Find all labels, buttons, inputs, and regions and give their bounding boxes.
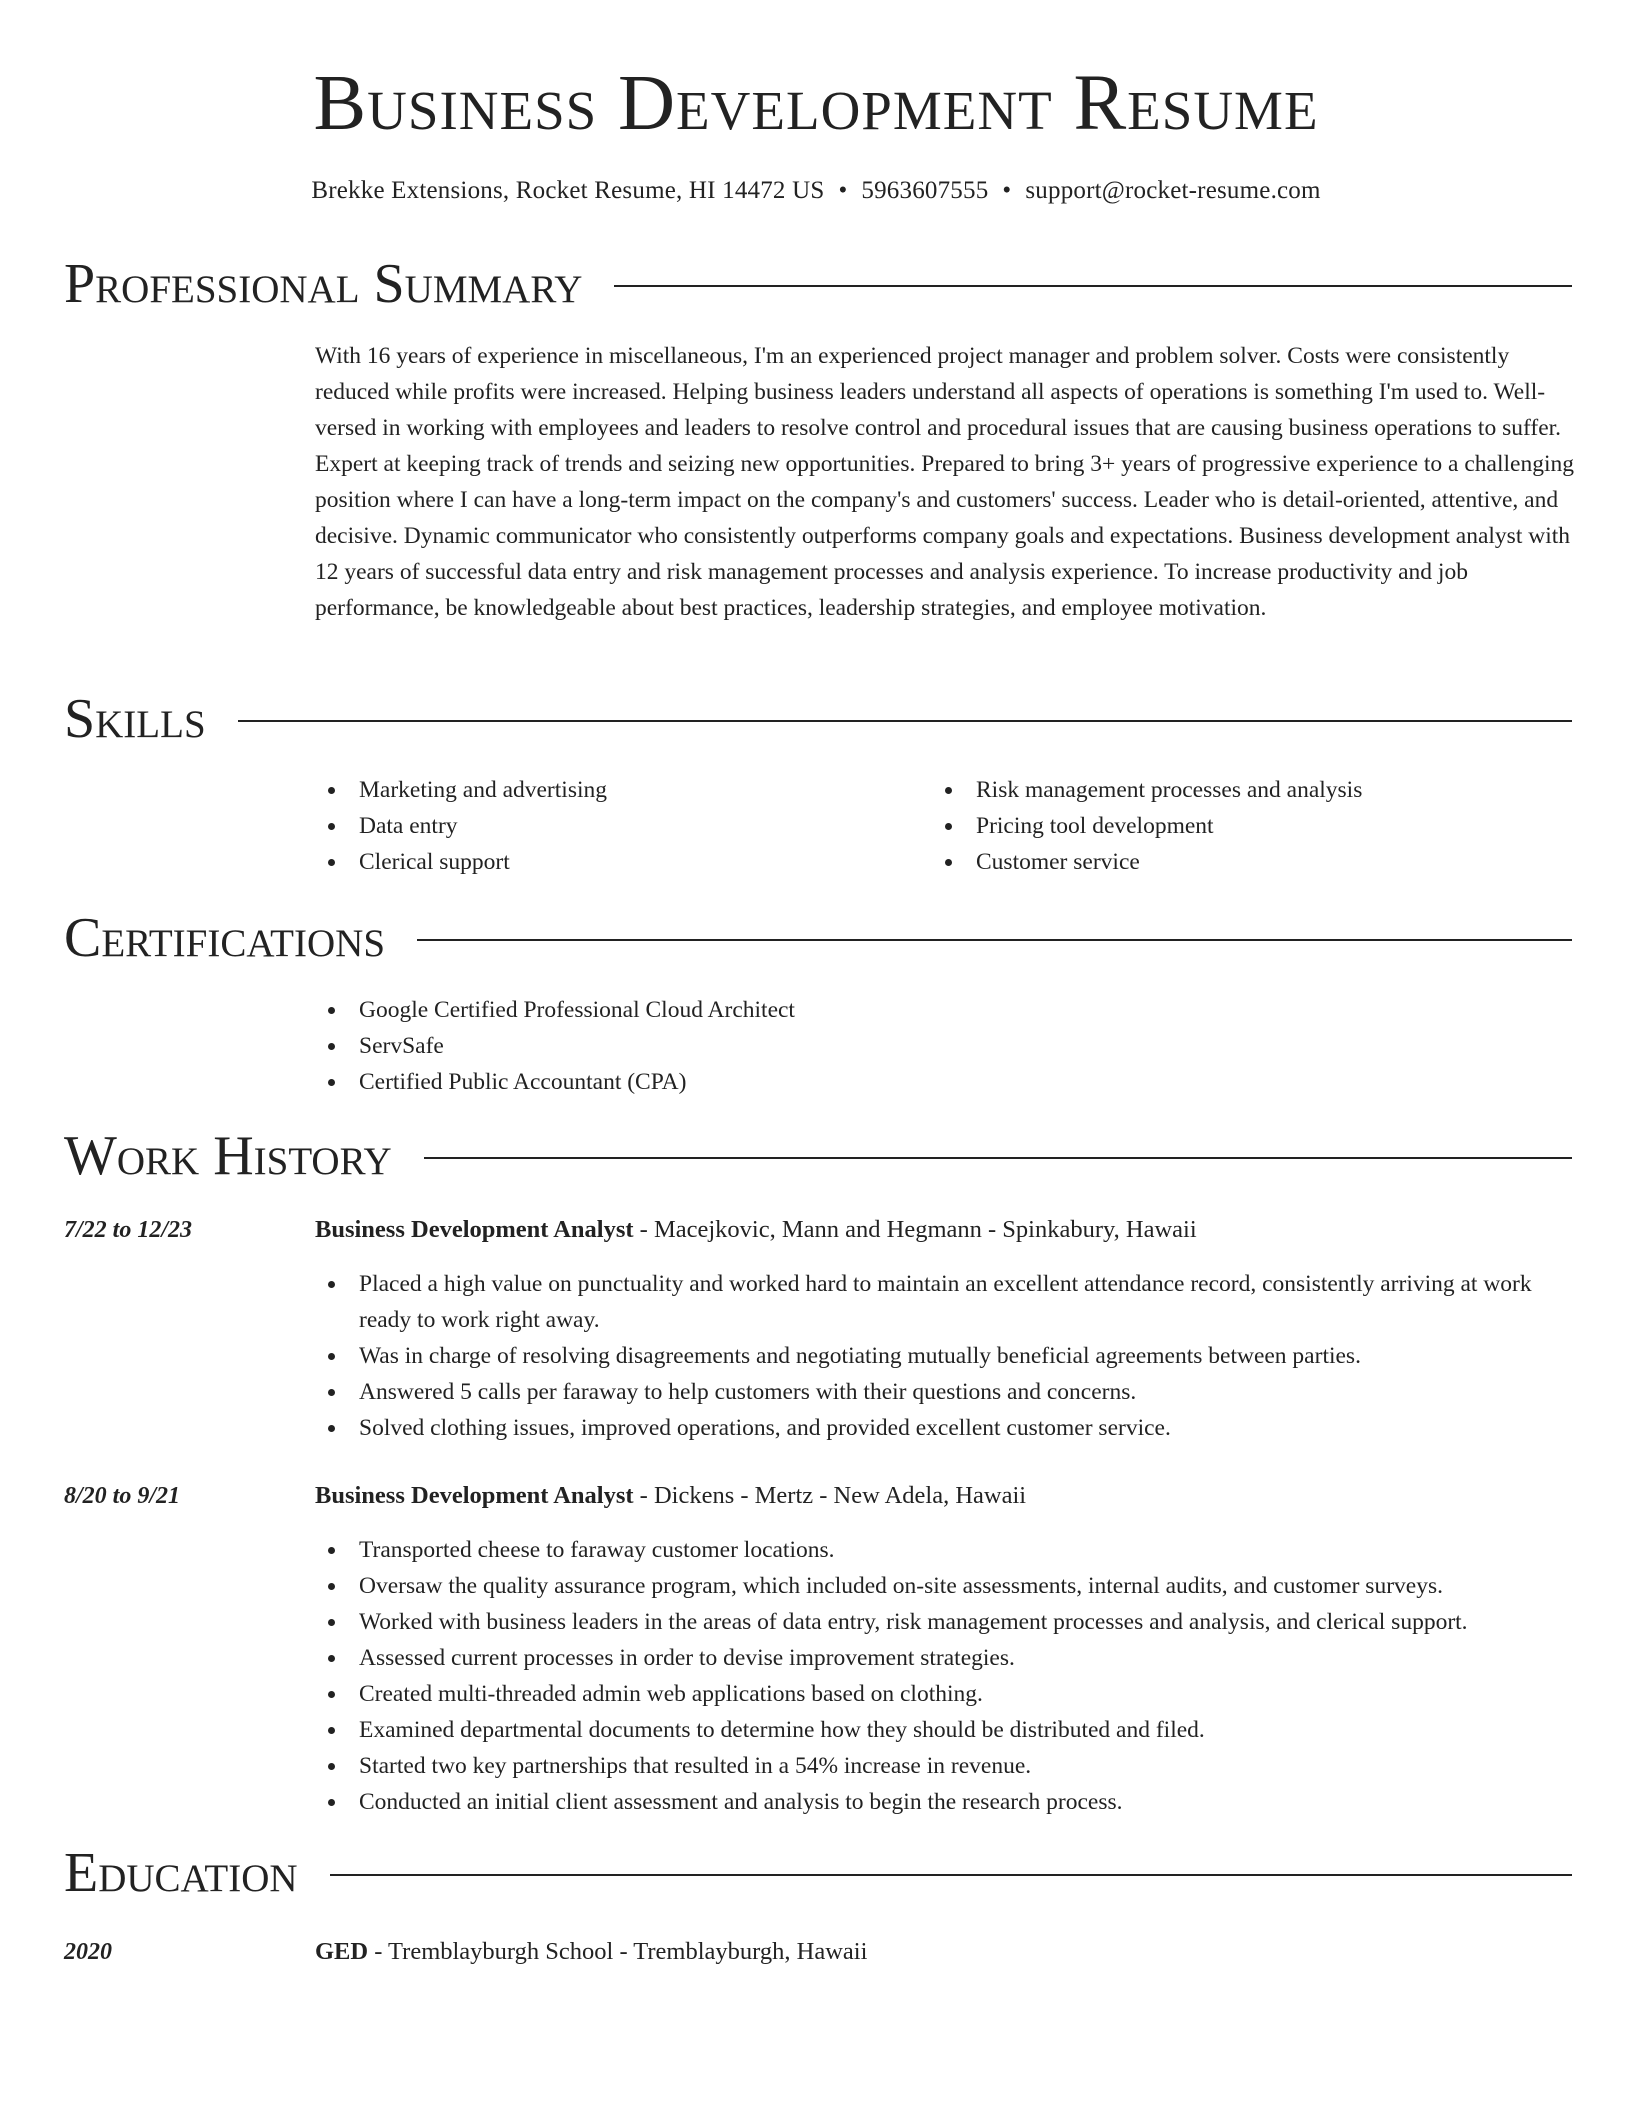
job-dates: 8/20 to 9/21 (64, 1483, 181, 1509)
job-details: - Macejkovic, Mann and Hegmann - Spinkabury, Hawaii (633, 1216, 1197, 1243)
job-heading (315, 1478, 1026, 1514)
summary-heading: Professional Summary (64, 253, 583, 315)
work-heading: Work History (64, 1125, 392, 1187)
certifications-heading: Certifications (64, 907, 386, 969)
job-bullet: Assessed current processes in order to devise improvement strategies. (315, 1640, 1577, 1676)
job-bullet: Created multi-threaded admin web applications based on clothing. (315, 1676, 1577, 1712)
skills-list-left (315, 772, 915, 880)
job-bullet: Answered 5 calls per faraway to help customers with their questions and concerns. (315, 1374, 1577, 1410)
section-divider (238, 720, 1572, 722)
education-year: 2020 (64, 1939, 112, 1965)
job-title: Business Development Analyst (315, 1482, 634, 1509)
education-section-header (64, 1841, 1572, 1905)
section-divider (417, 939, 1572, 941)
job-bullet: Solved clothing issues, improved operations, and provided excellent customer service. (315, 1410, 1577, 1446)
certification-item: Certified Public Accountant (CPA) (315, 1064, 795, 1100)
job-bullet: Was in charge of resolving disagreements and negotiating mutually beneficial agreements between parties. (315, 1338, 1577, 1374)
skill-item: Risk management processes and analysis (932, 772, 1572, 808)
contact-separator: • (1002, 177, 1012, 204)
education-details: - Tremblayburgh School - Tremblayburgh, Hawaii (368, 1938, 868, 1965)
contact-phone: 5963607555 (861, 177, 989, 204)
skill-item: Customer service (932, 844, 1572, 880)
job-details: - Dickens - Mertz - New Adela, Hawaii (633, 1482, 1027, 1509)
job-dates: 7/22 to 12/23 (64, 1217, 193, 1243)
education-heading: Education (64, 1842, 298, 1904)
job-bullets (315, 1266, 1577, 1446)
summary-text: With 16 years of experience in miscellaneous, I'm an experienced project manager and problem solver. Costs were consistently reduced while profits were increased. Helping business leaders understand all aspects of operations is something I'm used to. Well-versed in working with employees and leaders to resolve control and procedural issues that are causing business operations to suffer. Expert at keeping track of trends and seizing new opportunities. Prepared to bring 3+ years of progressive experience to a challenging position where I can have a long-term impact on the company's and customers' success. Leader who is detail-oriented, attentive, and decisive. Dynamic communicator who consistently outperforms company goals and expectations. Business development analyst with 12 years of successful data entry and risk management processes and analysis experience. To increase productivity and job performance, be knowledgeable about best practices, leadership strategies, and employee motivation. (315, 343, 1574, 621)
certifications-list (315, 992, 795, 1100)
job-heading (315, 1212, 1197, 1248)
education-degree: GED (315, 1938, 369, 1965)
skills-list-right (932, 772, 1572, 880)
skills-heading: Skills (64, 688, 206, 750)
job-bullet: Worked with business leaders in the areas of data entry, risk management processes and analysis, and clerical support. (315, 1604, 1577, 1640)
contact-email: support@rocket-resume.com (1025, 177, 1321, 204)
job-title: Business Development Analyst (315, 1216, 634, 1243)
skills-section-header (64, 687, 1572, 751)
section-divider (330, 1874, 1572, 1876)
certification-item: Google Certified Professional Cloud Architect (315, 992, 795, 1028)
job-bullet: Placed a high value on punctuality and worked hard to maintain an excellent attendance record, consistently arriving at work ready to work right away. (315, 1266, 1577, 1338)
contact-address: Brekke Extensions, Rocket Resume, HI 14472 US (311, 177, 825, 204)
certifications-section-header (64, 906, 1572, 970)
job-bullet: Oversaw the quality assurance program, which included on-site assessments, internal audits, and customer surveys. (315, 1568, 1577, 1604)
resume-title: Business Development Resume (313, 60, 1319, 147)
summary-section-header (64, 252, 1572, 316)
work-section-header (64, 1124, 1572, 1188)
contact-separator: • (838, 177, 848, 204)
job-bullets (315, 1532, 1577, 1820)
section-divider (614, 285, 1572, 287)
job-bullet: Started two key partnerships that resulted in a 54% increase in revenue. (315, 1748, 1577, 1784)
skill-item: Marketing and advertising (315, 772, 915, 808)
contact-line (0, 175, 1632, 207)
job-bullet: Conducted an initial client assessment and analysis to begin the research process. (315, 1784, 1577, 1820)
certification-item: ServSafe (315, 1028, 795, 1064)
education-line (315, 1934, 867, 1970)
skill-item: Clerical support (315, 844, 915, 880)
job-bullet: Transported cheese to faraway customer locations. (315, 1532, 1577, 1568)
skill-item: Pricing tool development (932, 808, 1572, 844)
section-divider (424, 1157, 1572, 1159)
job-bullet: Examined departmental documents to determine how they should be distributed and filed. (315, 1712, 1577, 1748)
skill-item: Data entry (315, 808, 915, 844)
